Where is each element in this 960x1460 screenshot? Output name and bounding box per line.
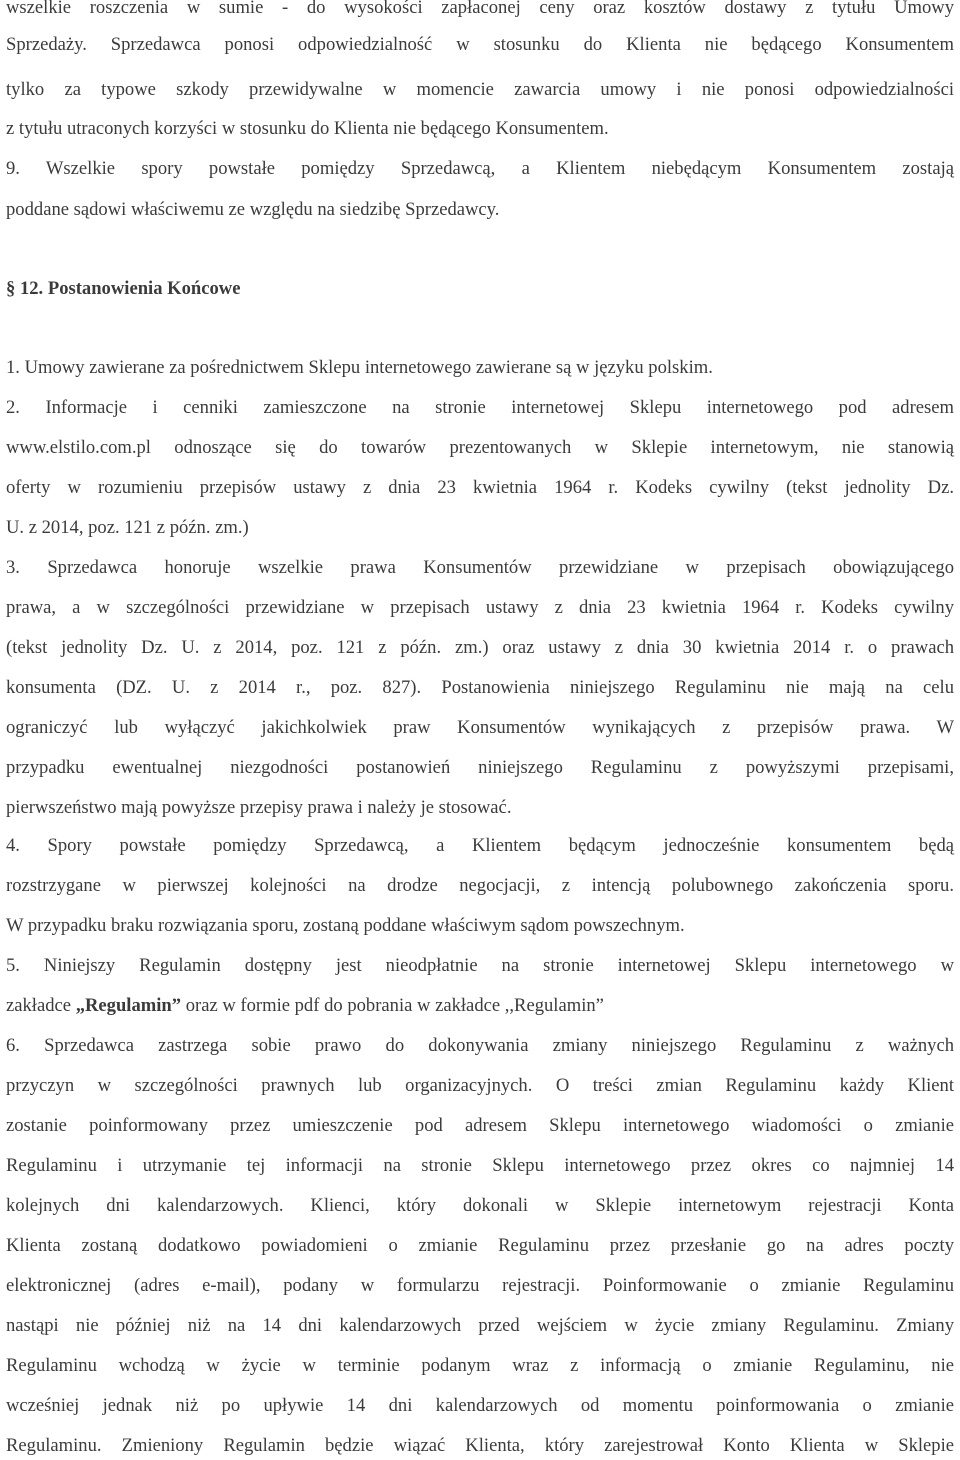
text-line: tylko za typowe szkody przewidywalne w momencie zawarcia umowy i nie ponosi odpowiedzialności: [6, 79, 954, 100]
text-line: 1. Umowy zawierane za pośrednictwem Sklepu internetowego zawierane są w języku polskim.: [6, 357, 713, 378]
text-line: poddane sądowi właściwemu ze względu na siedzibę Sprzedawcy.: [6, 199, 500, 220]
text-line: prawa, a w szczególności przewidziane w przepisach ustawy z dnia 23 kwietnia 1964 r. Kodeks cywilny: [6, 597, 954, 618]
text-line: 3. Sprzedawca honoruje wszelkie prawa Konsumentów przewidziane w przepisach obowiązującego: [6, 557, 954, 578]
text-line: wcześniej jednak niż po upływie 14 dni kalendarzowych od momentu poinformowania o zmianie: [6, 1395, 954, 1416]
text-line: Regulaminu. Zmieniony Regulamin będzie wiązać Klienta, który zarejestrował Konto Klienta w Sklepie: [6, 1435, 954, 1456]
text-line: Klienta zostaną dodatkowo powiadomieni o zmianie Regulaminu przez przesłanie go na adres poczty: [6, 1235, 954, 1256]
text-line: wszelkie roszczenia w sumie - do wysokości zapłaconej ceny oraz kosztów dostawy z tytułu Umowy: [6, 0, 954, 18]
text-line: kolejnych dni kalendarzowych. Klienci, który dokonali w Sklepie internetowym rejestracji Konta: [6, 1195, 954, 1216]
text-line: elektronicznej (adres e-mail), podany w formularzu rejestracji. Poinformowanie o zmianie Regulaminu: [6, 1275, 954, 1296]
text-line: zostanie poinformowany przez umieszczenie pod adresem Sklepu internetowego wiadomości o zmianie: [6, 1115, 954, 1136]
text-line: konsumenta (DZ. U. z 2014 r., poz. 827). Postanowienia niniejszego Regulaminu nie mają na celu: [6, 677, 954, 698]
text-line: 2. Informacje i cenniki zamieszczone na stronie internetowej Sklepu internetowego pod adresem: [6, 397, 954, 418]
text-line: nastąpi nie później niż na 14 dni kalendarzowych przed wejściem w życie zmiany Regulaminu. Zmiany: [6, 1315, 954, 1336]
text-line: ograniczyć lub wyłączyć jakichkolwiek praw Konsumentów wynikających z przepisów prawa. W: [6, 717, 954, 738]
text-line: przyczyn w szczególności prawnych lub organizacyjnych. O treści zmian Regulaminu każdy Klient: [6, 1075, 954, 1096]
regulamin-bold-label: „Regulamin”: [75, 995, 182, 1016]
text-line: U. z 2014, poz. 121 z późn. zm.): [6, 517, 249, 538]
text-line: 4. Spory powstałe pomiędzy Sprzedawcą, a Klientem będącym jednocześnie konsumentem będą: [6, 835, 954, 856]
text-segment: zakładce: [6, 995, 76, 1016]
text-line: (tekst jednolity Dz. U. z 2014, poz. 121 z późn. zm.) oraz ustawy z dnia 30 kwietnia 2014 r. o prawach: [6, 637, 954, 658]
text-line: www.elstilo.com.pl odnoszące się do towarów prezentowanych w Sklepie internetowym, nie stanowią: [6, 437, 954, 458]
text-line: z tytułu utraconych korzyści w stosunku do Klienta nie będącego Konsumentem.: [6, 118, 609, 139]
text-line: 5. Niniejszy Regulamin dostępny jest nieodpłatnie na stronie internetowej Sklepu internetowego w: [6, 955, 954, 976]
text-segment: oraz w formie pdf do pobrania w zakładce ,,Regulamin”: [181, 995, 604, 1016]
text-line: Regulaminu wchodzą w życie w terminie podanym wraz z informacją o zmianie Regulaminu, nie: [6, 1355, 954, 1376]
text-line: przypadku ewentualnej niezgodności postanowień niniejszego Regulaminu z powyższymi przepisami,: [6, 757, 954, 778]
text-line: Regulaminu i utrzymanie tej informacji na stronie Sklepu internetowego przez okres co najmniej 14: [6, 1155, 954, 1176]
text-line: [6, 993, 954, 1019]
text-line: 9. Wszelkie spory powstałe pomiędzy Sprzedawcą, a Klientem niebędącym Konsumentem zostają: [6, 158, 954, 179]
text-line: 6. Sprzedawca zastrzega sobie prawo do dokonywania zmiany niniejszego Regulaminu z ważnych: [6, 1035, 954, 1056]
section-heading: § 12. Postanowienia Końcowe: [6, 278, 241, 299]
text-line: oferty w rozumieniu przepisów ustawy z dnia 23 kwietnia 1964 r. Kodeks cywilny (tekst jednolity Dz.: [6, 477, 954, 498]
text-line: W przypadku braku rozwiązania sporu, zostaną poddane właściwym sądom powszechnym.: [6, 915, 685, 936]
text-line: pierwszeństwo mają powyższe przepisy prawa i należy je stosować.: [6, 797, 512, 818]
text-line: rozstrzygane w pierwszej kolejności na drodze negocjacji, z intencją polubownego zakończenia sporu.: [6, 875, 954, 896]
text-line: Sprzedaży. Sprzedawca ponosi odpowiedzialność w stosunku do Klienta nie będącego Konsumentem: [6, 34, 954, 55]
